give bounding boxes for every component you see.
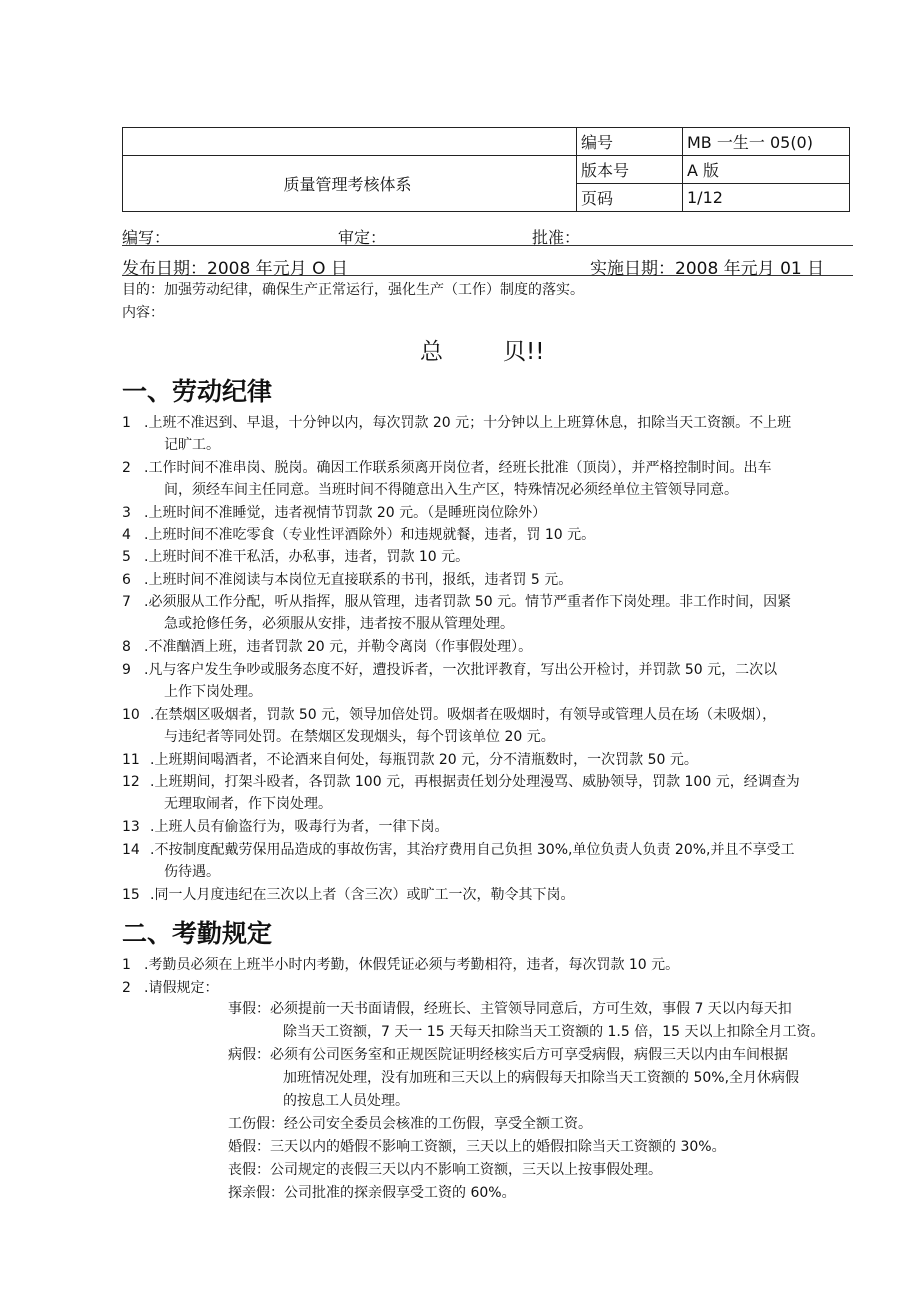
item-text: .在禁烟区吸烟者，罚款 50 元，领导加倍处罚。吸烟者在吸烟时，有领导或管理人员在场（未吸烟）， <box>150 707 777 723</box>
leave-rule-bereavement: 丧假：公司规定的丧假三天以内不影响工资额，三天以上按事假处理。 <box>228 1162 662 1178</box>
item-number: 7 <box>122 594 131 610</box>
item-number: 6 <box>122 572 131 588</box>
date-divider <box>122 275 853 276</box>
item-text: .工作时间不准串岗、脱岗。确因工作联系须离开岗位者，经班长批准（顶岗），并严格控制时间。出车 <box>144 460 772 476</box>
leave-rule-sick: 病假：必须有公司医务室和正规医院证明经核实后方可享受病假，病假三天以内由车间根据 <box>228 1047 788 1063</box>
purpose-text: 目的：加强劳动纪律，确保生产正常运行，强化生产（工作）制度的落实。 <box>122 282 584 298</box>
item-continuation: 与违纪者等同处罚。在禁烟区发现烟头，每个罚该单位 20 元。 <box>164 729 555 745</box>
header-value-code: MB 一生一 05(0) <box>683 128 850 156</box>
item-text: .同一人月度违纪在三次以上者（含三次）或旷工一次，勒令其下岗。 <box>150 887 575 903</box>
item-number: 4 <box>122 527 131 543</box>
item-text: .上班人员有偷盗行为，吸毒行为者，一律下岗。 <box>150 819 449 835</box>
header-label-code: 编号 <box>577 128 683 156</box>
content-label: 内容： <box>122 305 164 321</box>
item-text: .上班时间不准阅读与本岗位无直接联系的书刊，报纸，违者罚 5 元。 <box>144 572 573 588</box>
leave-rule-family-visit: 探亲假：公司批准的探亲假享受工资的 60%。 <box>228 1185 516 1201</box>
item-text: .凡与客户发生争吵或服务态度不好，遭投诉者，一次批评教育，写出公开检讨，并罚款 50 元，二次以 <box>144 662 778 678</box>
header-value-page: 1/12 <box>683 184 850 212</box>
general-title-right: 贝!! <box>503 339 545 365</box>
leave-rule-marriage: 婚假：三天以内的婚假不影响工资额，三天以上的婚假扣除当天工资额的 30%。 <box>228 1139 726 1155</box>
item-number: 14 <box>122 842 140 858</box>
item-text: .上班期间喝酒者，不论酒来自何处，每瓶罚款 20 元，分不清瓶数时，一次罚款 50 元。 <box>150 752 698 768</box>
item-number: 8 <box>122 639 131 655</box>
item-number: 1 <box>122 415 131 431</box>
item-text: .不准酗酒上班，违者罚款 20 元，并勒令离岗（作事假处理）。 <box>144 639 533 655</box>
item-continuation: 急或抢修任务，必须服从安排，违者按不服从管理处理。 <box>164 616 514 632</box>
item-number: 15 <box>122 887 140 903</box>
signature-divider <box>122 245 853 246</box>
item-number: 10 <box>122 707 140 723</box>
item-number: 9 <box>122 662 131 678</box>
item-continuation: 记旷工。 <box>164 437 220 453</box>
item-text: .上班时间不准干私活，办私事，违者，罚款 10 元。 <box>144 549 470 565</box>
item-text: .上班时间不准睡觉，违者视情节罚款 20 元。（是睡班岗位除外） <box>144 505 547 521</box>
header-blank-cell <box>123 128 577 156</box>
leave-rule-injury: 工伤假：经公司安全委员会核准的工伤假，享受全额工资。 <box>228 1116 592 1132</box>
leave-rule-personal: 事假：必须提前一天书面请假，经班长、主管领导同意后，方可生效，事假 7 天以内每天扣 <box>228 1001 792 1017</box>
item-number: 2 <box>122 460 131 476</box>
item-number: 1 <box>122 957 131 973</box>
item-text: .上班时间不准吃零食（专业性评酒除外）和违规就餐，违者，罚 10 元。 <box>144 527 596 543</box>
general-title-left: 总 <box>420 339 443 365</box>
header-value-version: A 版 <box>683 156 850 184</box>
publish-date: 发布日期：2008 年元月 O 日 <box>122 259 348 279</box>
item-text: .请假规定： <box>144 980 219 996</box>
reviewer-label: 审定： <box>338 228 387 247</box>
item-number: 12 <box>122 774 140 790</box>
leave-rule-sick-cont: 加班情况处理，没有加班和三天以上的病假每天扣除当天工资额的 50%,全月休病假 <box>283 1070 800 1086</box>
item-number: 13 <box>122 819 140 835</box>
item-text: .上班期间，打架斗殴者，各罚款 100 元，再根据责任划分处理漫骂、威胁领导，罚款 100 元，经调查为 <box>150 774 800 790</box>
header-label-version: 版本号 <box>577 156 683 184</box>
approver-label: 批准： <box>532 228 581 247</box>
item-text: .必须服从工作分配，听从指挥，服从管理，违者罚款 50 元。情节严重者作下岗处理。非工作时间，因紧 <box>144 594 792 610</box>
leave-rule-sick-cont: 的按息工人员处理。 <box>283 1093 409 1109</box>
item-number: 11 <box>122 752 140 768</box>
section1-title: 一、劳动纪律 <box>122 377 273 406</box>
header-label-page: 页码 <box>577 184 683 212</box>
author-label: 编写： <box>122 228 171 247</box>
item-continuation: 无理取闹者，作下岗处理。 <box>164 796 332 812</box>
item-continuation: 上作下岗处理。 <box>164 684 262 700</box>
section2-title: 二、考勤规定 <box>122 919 273 948</box>
leave-rule-personal-cont: 除当天工资额，7 天一 15 天每天扣除当天工资额的 1.5 倍，15 天以上扣除全月工资。 <box>283 1024 825 1040</box>
item-text: .考勤员必须在上班半小时内考勤，休假凭证必须与考勤相符，违者，每次罚款 10 元。 <box>144 957 680 973</box>
document-header-table <box>122 127 850 212</box>
item-continuation: 伤待遇。 <box>164 864 220 880</box>
item-text: .不按制度配戴劳保用品造成的事故伤害，其治疗费用自己负担 30%,单位负责人负责 20%,并且不享受工 <box>150 842 795 858</box>
item-number: 2 <box>122 980 131 996</box>
effective-date: 实施日期：2008 年元月 01 日 <box>590 259 825 279</box>
item-text: .上班不准迟到、早退，十分钟以内，每次罚款 20 元；十分钟以上上班算休息，扣除当天工资额。不上班 <box>144 415 792 431</box>
item-number: 3 <box>122 505 131 521</box>
document-title: 质量管理考核体系 <box>123 156 577 212</box>
item-continuation: 间，须经车间主任同意。当班时间不得随意出入生产区，特殊情况必须经单位主管领导同意。 <box>164 482 738 498</box>
item-number: 5 <box>122 549 131 565</box>
